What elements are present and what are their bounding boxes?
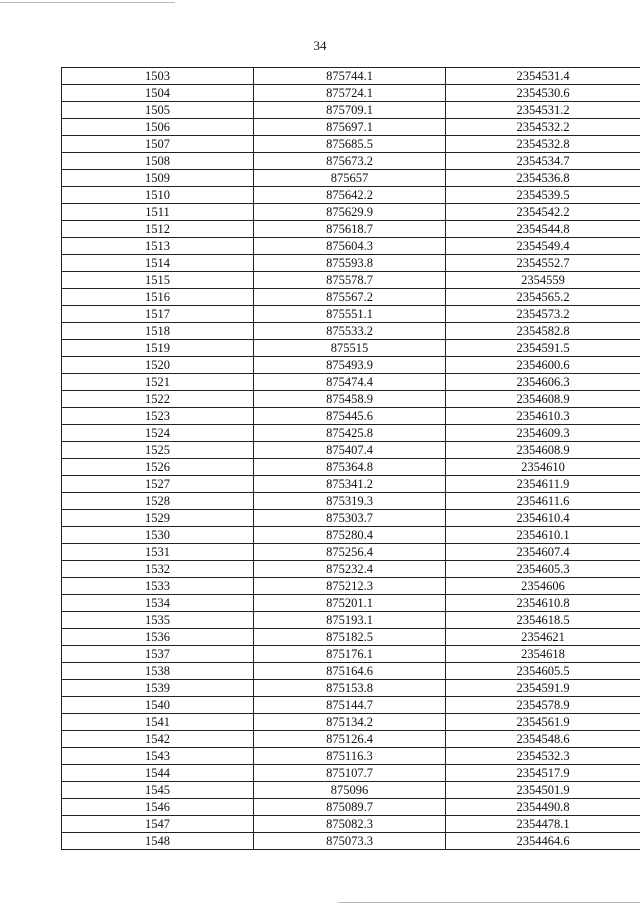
y-coordinate-cell: 2354542.2 xyxy=(446,204,640,221)
point-number-cell: 1518 xyxy=(62,323,254,340)
point-number-cell: 1508 xyxy=(62,153,254,170)
table-row xyxy=(62,119,640,136)
point-number-cell: 1534 xyxy=(62,595,254,612)
table-row xyxy=(62,85,640,102)
point-number-cell: 1515 xyxy=(62,272,254,289)
point-number-cell: 1507 xyxy=(62,136,254,153)
point-number-cell: 1540 xyxy=(62,697,254,714)
y-coordinate-cell: 2354600.6 xyxy=(446,357,640,374)
point-number-cell: 1511 xyxy=(62,204,254,221)
point-number-cell: 1514 xyxy=(62,255,254,272)
x-coordinate-cell: 875618.7 xyxy=(254,221,446,238)
table-row xyxy=(62,289,640,306)
point-number-cell: 1523 xyxy=(62,408,254,425)
y-coordinate-cell: 2354608.9 xyxy=(446,442,640,459)
table-row xyxy=(62,748,640,765)
point-number-cell: 1539 xyxy=(62,680,254,697)
point-number-cell: 1527 xyxy=(62,476,254,493)
point-number-cell: 1510 xyxy=(62,187,254,204)
point-number-cell: 1532 xyxy=(62,561,254,578)
x-coordinate-cell: 875341.2 xyxy=(254,476,446,493)
y-coordinate-cell: 2354611.6 xyxy=(446,493,640,510)
x-coordinate-cell: 875256.4 xyxy=(254,544,446,561)
x-coordinate-cell: 875604.3 xyxy=(254,238,446,255)
x-coordinate-cell: 875089.7 xyxy=(254,799,446,816)
y-coordinate-cell: 2354464.6 xyxy=(446,833,640,850)
x-coordinate-cell: 875073.3 xyxy=(254,833,446,850)
y-coordinate-cell: 2354618.5 xyxy=(446,612,640,629)
y-coordinate-cell: 2354591.5 xyxy=(446,340,640,357)
y-coordinate-cell: 2354478.1 xyxy=(446,816,640,833)
table-row xyxy=(62,255,640,272)
table-row xyxy=(62,680,640,697)
x-coordinate-cell: 875744.1 xyxy=(254,68,446,85)
y-coordinate-cell: 2354532.3 xyxy=(446,748,640,765)
table-row xyxy=(62,510,640,527)
y-coordinate-cell: 2354549.4 xyxy=(446,238,640,255)
x-coordinate-cell: 875685.5 xyxy=(254,136,446,153)
table-row xyxy=(62,340,640,357)
table-row xyxy=(62,221,640,238)
x-coordinate-cell: 875458.9 xyxy=(254,391,446,408)
y-coordinate-cell: 2354501.9 xyxy=(446,782,640,799)
point-number-cell: 1506 xyxy=(62,119,254,136)
point-number-cell: 1522 xyxy=(62,391,254,408)
table-row xyxy=(62,204,640,221)
y-coordinate-cell: 2354532.8 xyxy=(446,136,640,153)
point-number-cell: 1513 xyxy=(62,238,254,255)
x-coordinate-cell: 875201.1 xyxy=(254,595,446,612)
table-row xyxy=(62,527,640,544)
x-coordinate-cell: 875116.3 xyxy=(254,748,446,765)
y-coordinate-cell: 2354608.9 xyxy=(446,391,640,408)
page-number: 34 xyxy=(313,38,327,53)
table-row xyxy=(62,714,640,731)
x-coordinate-cell: 875107.7 xyxy=(254,765,446,782)
x-coordinate-cell: 875657 xyxy=(254,170,446,187)
x-coordinate-cell: 875673.2 xyxy=(254,153,446,170)
y-coordinate-cell: 2354517.9 xyxy=(446,765,640,782)
point-number-cell: 1542 xyxy=(62,731,254,748)
x-coordinate-cell: 875280.4 xyxy=(254,527,446,544)
table-row xyxy=(62,153,640,170)
y-coordinate-cell: 2354605.5 xyxy=(446,663,640,680)
point-number-cell: 1541 xyxy=(62,714,254,731)
x-coordinate-cell: 875096 xyxy=(254,782,446,799)
y-coordinate-cell: 2354552.7 xyxy=(446,255,640,272)
x-coordinate-cell: 875082.3 xyxy=(254,816,446,833)
table-row xyxy=(62,493,640,510)
table-row xyxy=(62,102,640,119)
table-row xyxy=(62,170,640,187)
table-row xyxy=(62,442,640,459)
point-number-cell: 1526 xyxy=(62,459,254,476)
point-number-cell: 1545 xyxy=(62,782,254,799)
y-coordinate-cell: 2354607.4 xyxy=(446,544,640,561)
point-number-cell: 1521 xyxy=(62,374,254,391)
point-number-cell: 1528 xyxy=(62,493,254,510)
point-number-cell: 1529 xyxy=(62,510,254,527)
y-coordinate-cell: 2354559 xyxy=(446,272,640,289)
y-coordinate-cell: 2354539.5 xyxy=(446,187,640,204)
point-number-cell: 1509 xyxy=(62,170,254,187)
y-coordinate-cell: 2354611.9 xyxy=(446,476,640,493)
point-number-cell: 1543 xyxy=(62,748,254,765)
table-row xyxy=(62,476,640,493)
point-number-cell: 1505 xyxy=(62,102,254,119)
y-coordinate-cell: 2354530.6 xyxy=(446,85,640,102)
table-row xyxy=(62,459,640,476)
point-number-cell: 1530 xyxy=(62,527,254,544)
scan-edge-line-bottom xyxy=(338,902,640,903)
y-coordinate-cell: 2354565.2 xyxy=(446,289,640,306)
scan-edge-line-top xyxy=(0,2,175,3)
point-number-cell: 1538 xyxy=(62,663,254,680)
y-coordinate-cell: 2354544.8 xyxy=(446,221,640,238)
point-number-cell: 1512 xyxy=(62,221,254,238)
x-coordinate-cell: 875364.8 xyxy=(254,459,446,476)
y-coordinate-cell: 2354531.4 xyxy=(446,68,640,85)
point-number-cell: 1531 xyxy=(62,544,254,561)
y-coordinate-cell: 2354606 xyxy=(446,578,640,595)
y-coordinate-cell: 2354606.3 xyxy=(446,374,640,391)
table-row xyxy=(62,731,640,748)
y-coordinate-cell: 2354610.1 xyxy=(446,527,640,544)
x-coordinate-cell: 875567.2 xyxy=(254,289,446,306)
table-row xyxy=(62,663,640,680)
y-coordinate-cell: 2354490.8 xyxy=(446,799,640,816)
x-coordinate-cell: 875144.7 xyxy=(254,697,446,714)
x-coordinate-cell: 875176.1 xyxy=(254,646,446,663)
x-coordinate-cell: 875629.9 xyxy=(254,204,446,221)
point-number-cell: 1517 xyxy=(62,306,254,323)
x-coordinate-cell: 875724.1 xyxy=(254,85,446,102)
point-number-cell: 1544 xyxy=(62,765,254,782)
table-row xyxy=(62,408,640,425)
x-coordinate-cell: 875515 xyxy=(254,340,446,357)
table-row xyxy=(62,544,640,561)
point-number-cell: 1503 xyxy=(62,68,254,85)
coordinates-table-body xyxy=(62,68,640,850)
point-number-cell: 1516 xyxy=(62,289,254,306)
x-coordinate-cell: 875445.6 xyxy=(254,408,446,425)
y-coordinate-cell: 2354621 xyxy=(446,629,640,646)
point-number-cell: 1519 xyxy=(62,340,254,357)
table-row xyxy=(62,697,640,714)
x-coordinate-cell: 875134.2 xyxy=(254,714,446,731)
point-number-cell: 1504 xyxy=(62,85,254,102)
x-coordinate-cell: 875474.4 xyxy=(254,374,446,391)
point-number-cell: 1547 xyxy=(62,816,254,833)
table-row xyxy=(62,595,640,612)
table-row xyxy=(62,136,640,153)
x-coordinate-cell: 875212.3 xyxy=(254,578,446,595)
table-row xyxy=(62,391,640,408)
y-coordinate-cell: 2354618 xyxy=(446,646,640,663)
y-coordinate-cell: 2354548.6 xyxy=(446,731,640,748)
x-coordinate-cell: 875182.5 xyxy=(254,629,446,646)
y-coordinate-cell: 2354610.3 xyxy=(446,408,640,425)
x-coordinate-cell: 875709.1 xyxy=(254,102,446,119)
x-coordinate-cell: 875232.4 xyxy=(254,561,446,578)
y-coordinate-cell: 2354534.7 xyxy=(446,153,640,170)
y-coordinate-cell: 2354532.2 xyxy=(446,119,640,136)
y-coordinate-cell: 2354591.9 xyxy=(446,680,640,697)
table-row xyxy=(62,578,640,595)
x-coordinate-cell: 875193.1 xyxy=(254,612,446,629)
x-coordinate-cell: 875425.8 xyxy=(254,425,446,442)
point-number-cell: 1524 xyxy=(62,425,254,442)
x-coordinate-cell: 875407.4 xyxy=(254,442,446,459)
y-coordinate-cell: 2354610 xyxy=(446,459,640,476)
table-row xyxy=(62,306,640,323)
point-number-cell: 1548 xyxy=(62,833,254,850)
x-coordinate-cell: 875319.3 xyxy=(254,493,446,510)
y-coordinate-cell: 2354531.2 xyxy=(446,102,640,119)
table-row xyxy=(62,816,640,833)
table-row xyxy=(62,187,640,204)
x-coordinate-cell: 875493.9 xyxy=(254,357,446,374)
x-coordinate-cell: 875551.1 xyxy=(254,306,446,323)
table-row xyxy=(62,765,640,782)
table-row xyxy=(62,272,640,289)
y-coordinate-cell: 2354536.8 xyxy=(446,170,640,187)
point-number-cell: 1537 xyxy=(62,646,254,663)
y-coordinate-cell: 2354605.3 xyxy=(446,561,640,578)
y-coordinate-cell: 2354582.8 xyxy=(446,323,640,340)
y-coordinate-cell: 2354578.9 xyxy=(446,697,640,714)
point-number-cell: 1520 xyxy=(62,357,254,374)
table-row xyxy=(62,612,640,629)
point-number-cell: 1546 xyxy=(62,799,254,816)
table-row xyxy=(62,374,640,391)
y-coordinate-cell: 2354609.3 xyxy=(446,425,640,442)
table-row xyxy=(62,68,640,85)
x-coordinate-cell: 875164.6 xyxy=(254,663,446,680)
x-coordinate-cell: 875533.2 xyxy=(254,323,446,340)
table-row xyxy=(62,357,640,374)
table-row xyxy=(62,646,640,663)
x-coordinate-cell: 875153.8 xyxy=(254,680,446,697)
x-coordinate-cell: 875697.1 xyxy=(254,119,446,136)
table-row xyxy=(62,629,640,646)
x-coordinate-cell: 875126.4 xyxy=(254,731,446,748)
table-row xyxy=(62,323,640,340)
x-coordinate-cell: 875593.8 xyxy=(254,255,446,272)
y-coordinate-cell: 2354561.9 xyxy=(446,714,640,731)
x-coordinate-cell: 875578.7 xyxy=(254,272,446,289)
point-number-cell: 1533 xyxy=(62,578,254,595)
table-row xyxy=(62,833,640,850)
coordinates-table xyxy=(61,67,640,850)
x-coordinate-cell: 875303.7 xyxy=(254,510,446,527)
table-row xyxy=(62,561,640,578)
y-coordinate-cell: 2354610.4 xyxy=(446,510,640,527)
point-number-cell: 1536 xyxy=(62,629,254,646)
x-coordinate-cell: 875642.2 xyxy=(254,187,446,204)
table-row xyxy=(62,799,640,816)
point-number-cell: 1525 xyxy=(62,442,254,459)
point-number-cell: 1535 xyxy=(62,612,254,629)
table-row xyxy=(62,782,640,799)
table-row xyxy=(62,238,640,255)
y-coordinate-cell: 2354610.8 xyxy=(446,595,640,612)
y-coordinate-cell: 2354573.2 xyxy=(446,306,640,323)
table-row xyxy=(62,425,640,442)
